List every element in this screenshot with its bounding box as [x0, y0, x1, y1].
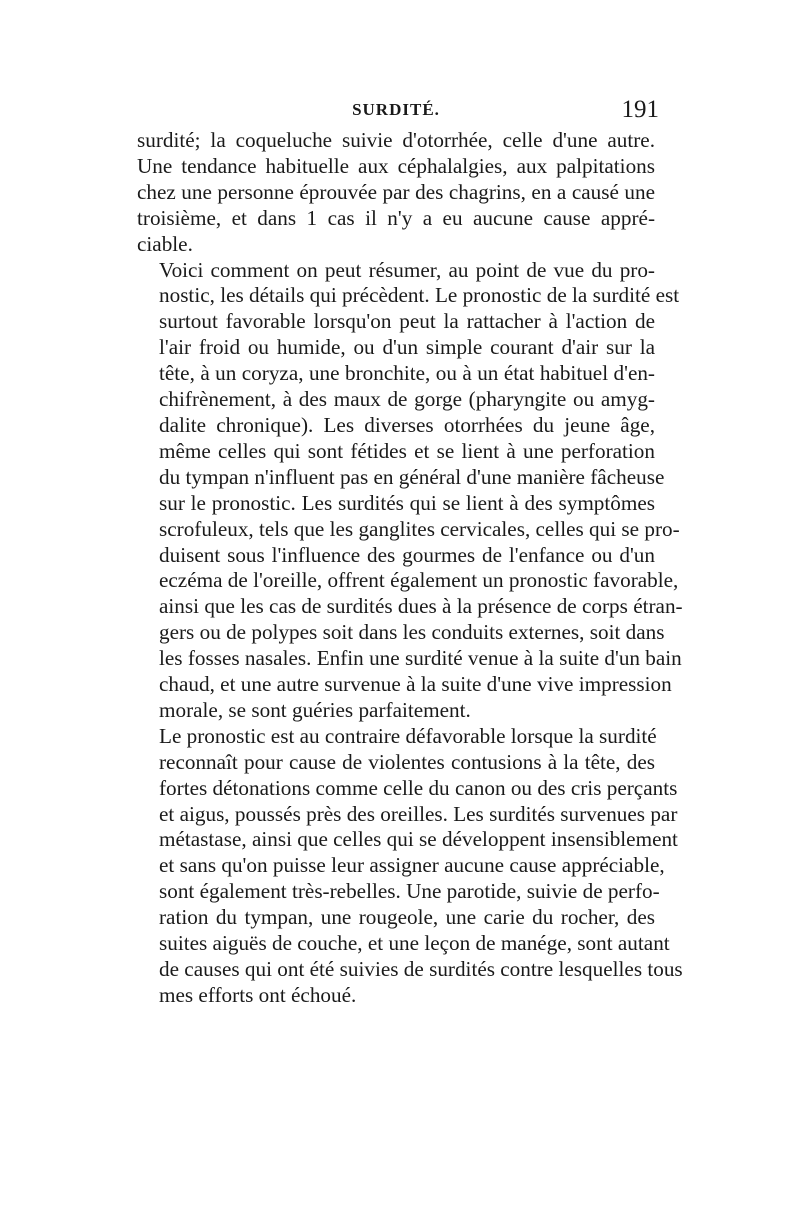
paragraph — [137, 257, 683, 724]
text-line: tête, à un coryza, une bronchite, ou à un état habituel d'en- — [159, 361, 655, 386]
body-text — [137, 128, 683, 1009]
running-head — [137, 96, 659, 126]
text-line: ciable. — [137, 231, 193, 256]
text-line: morale, se sont guéries parfaitement. — [159, 697, 471, 722]
text-line: surdité; la coqueluche suivie d'otorrhée, celle d'une autre. — [137, 128, 655, 152]
text-line: surtout favorable lorsqu'on peut la rattacher à l'action de — [159, 309, 655, 334]
text-line: ration du tympan, une rougeole, une carie du rocher, des — [159, 905, 655, 930]
text-line: duisent sous l'influence des gourmes de l'enfance ou d'un — [159, 542, 655, 567]
text-line: et aigus, poussés près des oreilles. Les surdités survenues par — [159, 801, 678, 826]
text-line: chez une personne éprouvée par des chagrins, en a causé une — [137, 179, 655, 204]
page-number: 191 — [621, 96, 659, 123]
text-line: suites aiguës de couche, et une leçon de manége, sont autant — [159, 931, 670, 956]
text-line: et sans qu'on puisse leur assigner aucune cause appréciable, — [159, 853, 665, 878]
text-line: Le pronostic est au contraire défavorable lorsque la surdité — [159, 723, 657, 748]
text-line: troisième, et dans 1 cas il n'y a eu aucune cause appré- — [137, 205, 655, 230]
text-line: nostic, les détails qui précèdent. Le pronostic de la surdité est — [159, 283, 680, 308]
text-line: scrofuleux, tels que les ganglites cervicales, celles qui se pro- — [159, 516, 680, 541]
text-line: ainsi que les cas de surdités dues à la présence de corps étran- — [159, 594, 683, 619]
text-line: de causes qui ont été suivies de surdités contre lesquelles tous — [159, 957, 683, 981]
text-line: mes efforts ont échoué. — [159, 982, 357, 1007]
text-line: dalite chronique). Les diverses otorrhées du jeune âge, — [159, 412, 655, 437]
text-line: les fosses nasales. Enfin une surdité venue à la suite d'un bain — [159, 646, 682, 671]
running-title: SURDITÉ. — [352, 100, 440, 119]
text-line: Une tendance habituelle aux céphalalgies, aux palpitations — [137, 153, 655, 178]
text-line: l'air froid ou humide, ou d'un simple courant d'air sur la — [159, 335, 655, 360]
text-line: même celles qui sont fétides et se lient à une perforation — [159, 438, 655, 463]
text-line: fortes détonations comme celle du canon ou des cris perçants — [159, 775, 678, 800]
text-line: Voici comment on peut résumer, au point de vue du pro- — [159, 257, 655, 282]
text-line: reconnaît pour cause de violentes contusions à la tête, des — [159, 749, 655, 774]
paragraph — [137, 128, 655, 258]
text-line: chifrènement, à des maux de gorge (pharyngite ou amyg- — [159, 387, 655, 412]
text-line: métastase, ainsi que celles qui se développent insensiblement — [159, 827, 678, 852]
text-line: gers ou de polypes soit dans les conduits externes, soit dans — [159, 620, 665, 645]
text-line: chaud, et une autre survenue à la suite d'une vive impression — [159, 672, 672, 697]
text-line: eczéma de l'oreille, offrent également un pronostic favorable, — [159, 568, 679, 593]
paragraph — [137, 723, 683, 1009]
text-line: sur le pronostic. Les surdités qui se lient à des symptômes — [159, 490, 655, 515]
text-line: du tympan n'influent pas en général d'une manière fâcheuse — [159, 464, 665, 489]
text-line: sont également très-rebelles. Une parotide, suivie de perfo- — [159, 879, 660, 904]
